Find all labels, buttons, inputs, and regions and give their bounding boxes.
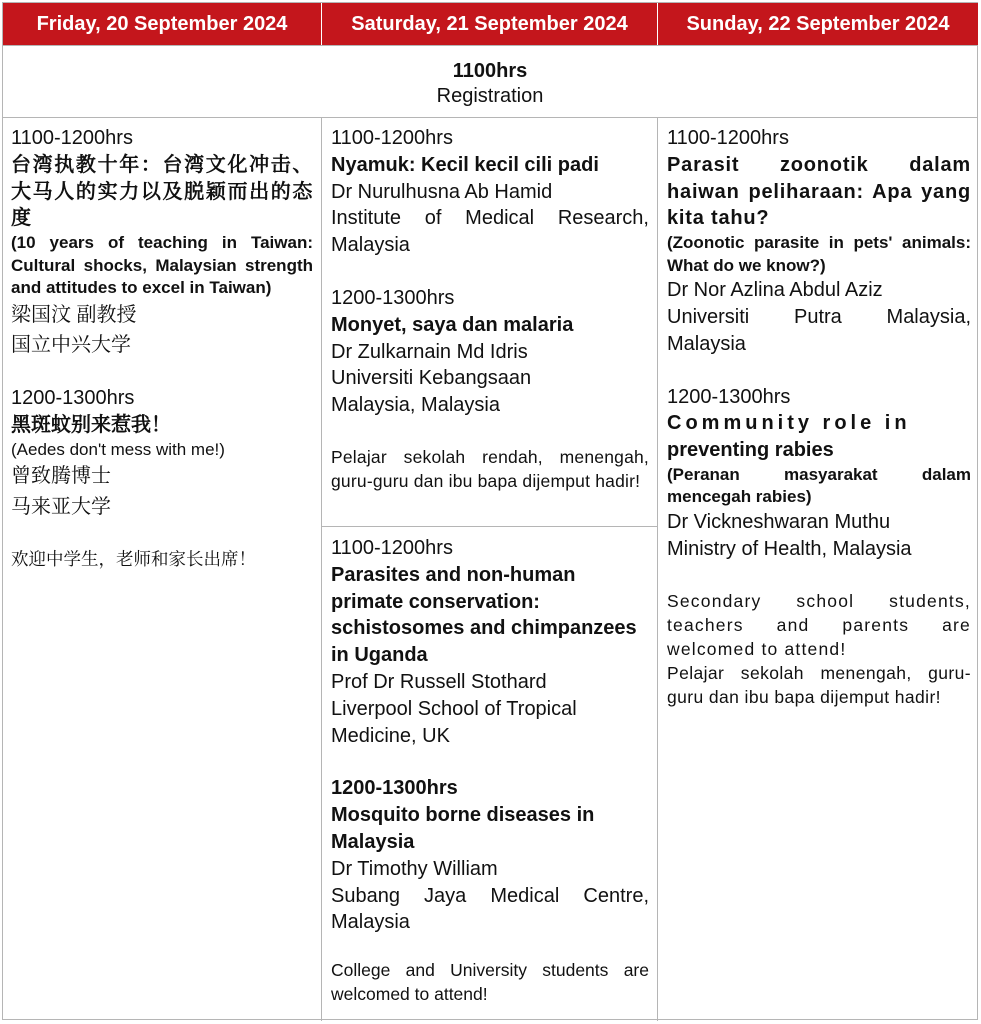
sunday-column	[658, 117, 977, 1021]
attendance-note: 欢迎中学生，老师和家长出席！	[11, 548, 256, 569]
speaker-affiliation: Liverpool School of Tropical	[331, 697, 577, 720]
session-time: 1200-1300hrs	[331, 286, 455, 309]
speaker-name: Dr Nurulhusna Ab Hamid	[331, 180, 553, 203]
speaker-affiliation: Universiti Putra Malaysia, Malaysia	[667, 305, 971, 355]
session-time: 1100-1200hrs	[11, 127, 133, 149]
speaker-name: Dr Timothy William	[331, 857, 498, 880]
session-title: 台湾执教十年：台湾文化冲击、大马人的实力以及脱颖而出的态度	[11, 153, 313, 230]
speaker-name: Dr Zulkarnain Md Idris	[331, 340, 528, 363]
saturday-column-upper	[322, 117, 658, 527]
speaker-name: Dr Vickneshwaran Muthu	[667, 510, 891, 533]
schedule-table	[2, 2, 978, 1020]
speaker-name: Prof Dr Russell Stothard	[331, 670, 547, 693]
speaker-affiliation: Universiti Kebangsaan	[331, 367, 532, 390]
session-subtitle: (10 years of teaching in Taiwan: Cultural shocks, Malaysian strength and attitudes to excel in Taiwan)	[11, 233, 313, 298]
speaker-name: 曾致腾博士	[11, 465, 111, 488]
attendance-note: Pelajar sekolah menengah, guru-guru dan ibu bapa dijemput hadir!	[667, 662, 971, 707]
attendance-note: College and University students are welcomed to attend!	[331, 960, 649, 1005]
attendance-note: Pelajar sekolah rendah, menengah, guru-guru dan ibu bapa dijemput hadir!	[331, 446, 649, 491]
attendance-note: Secondary school students, teachers and parents are welcomed to attend!	[667, 590, 971, 659]
session-time: 1100-1200hrs	[667, 127, 789, 149]
registration-label: Registration	[436, 85, 544, 107]
speaker-affiliation: 马来亚大学	[11, 496, 111, 519]
session-time: 1100-1200hrs	[331, 127, 453, 149]
registration-time: 1100hrs	[452, 60, 528, 82]
speaker-affiliation: Subang Jaya Medical Centre, Malaysia	[331, 884, 649, 934]
friday-column	[3, 117, 322, 1021]
session-time: 1200-1300hrs	[667, 385, 791, 408]
registration-row	[3, 45, 977, 118]
session-time: 1200-1300hrs	[331, 777, 458, 800]
session-subtitle: (Peranan masyarakat dalam mencegah rabies)	[667, 464, 971, 507]
session-subtitle: (Zoonotic parasite in pets' animals: What do we know?)	[667, 233, 971, 275]
session-title: Community role in	[667, 412, 911, 435]
header-friday: Friday, 20 September 2024	[3, 3, 321, 45]
session-title: Mosquito borne diseases in Malaysia	[331, 804, 595, 853]
speaker-name: Dr Nor Azlina Abdul Aziz	[667, 279, 883, 302]
speaker-name: 梁国汶 副教授	[11, 303, 137, 326]
session-title: preventing rabies	[667, 439, 834, 462]
session-time: 1200-1300hrs	[11, 387, 135, 410]
session-title: Parasites and non-human primate conservation: schistosomes and chimpanzees in Uganda	[331, 563, 637, 667]
session-time: 1100-1200hrs	[331, 537, 453, 559]
speaker-affiliation: Institute of Medical Research, Malaysia	[331, 207, 649, 257]
header-saturday: Saturday, 21 September 2024	[322, 3, 657, 45]
saturday-column-lower	[322, 527, 658, 1021]
speaker-affiliation: Ministry of Health, Malaysia	[667, 537, 912, 560]
speaker-affiliation: Malaysia, Malaysia	[331, 394, 500, 417]
header-sunday: Sunday, 22 September 2024	[658, 3, 978, 45]
session-subtitle: (Aedes don't mess with me!)	[11, 439, 225, 459]
speaker-affiliation: Medicine, UK	[331, 724, 450, 747]
speaker-affiliation: 国立中兴大学	[11, 334, 131, 357]
session-title: Monyet, saya dan malaria	[331, 313, 574, 336]
session-title: Nyamuk: Kecil kecil cili padi	[331, 153, 599, 176]
session-title: Parasit zoonotik dalam haiwan peliharaan: Apa yang kita tahu?	[667, 153, 971, 230]
session-title: 黑斑蚊别来惹我！	[11, 414, 171, 437]
